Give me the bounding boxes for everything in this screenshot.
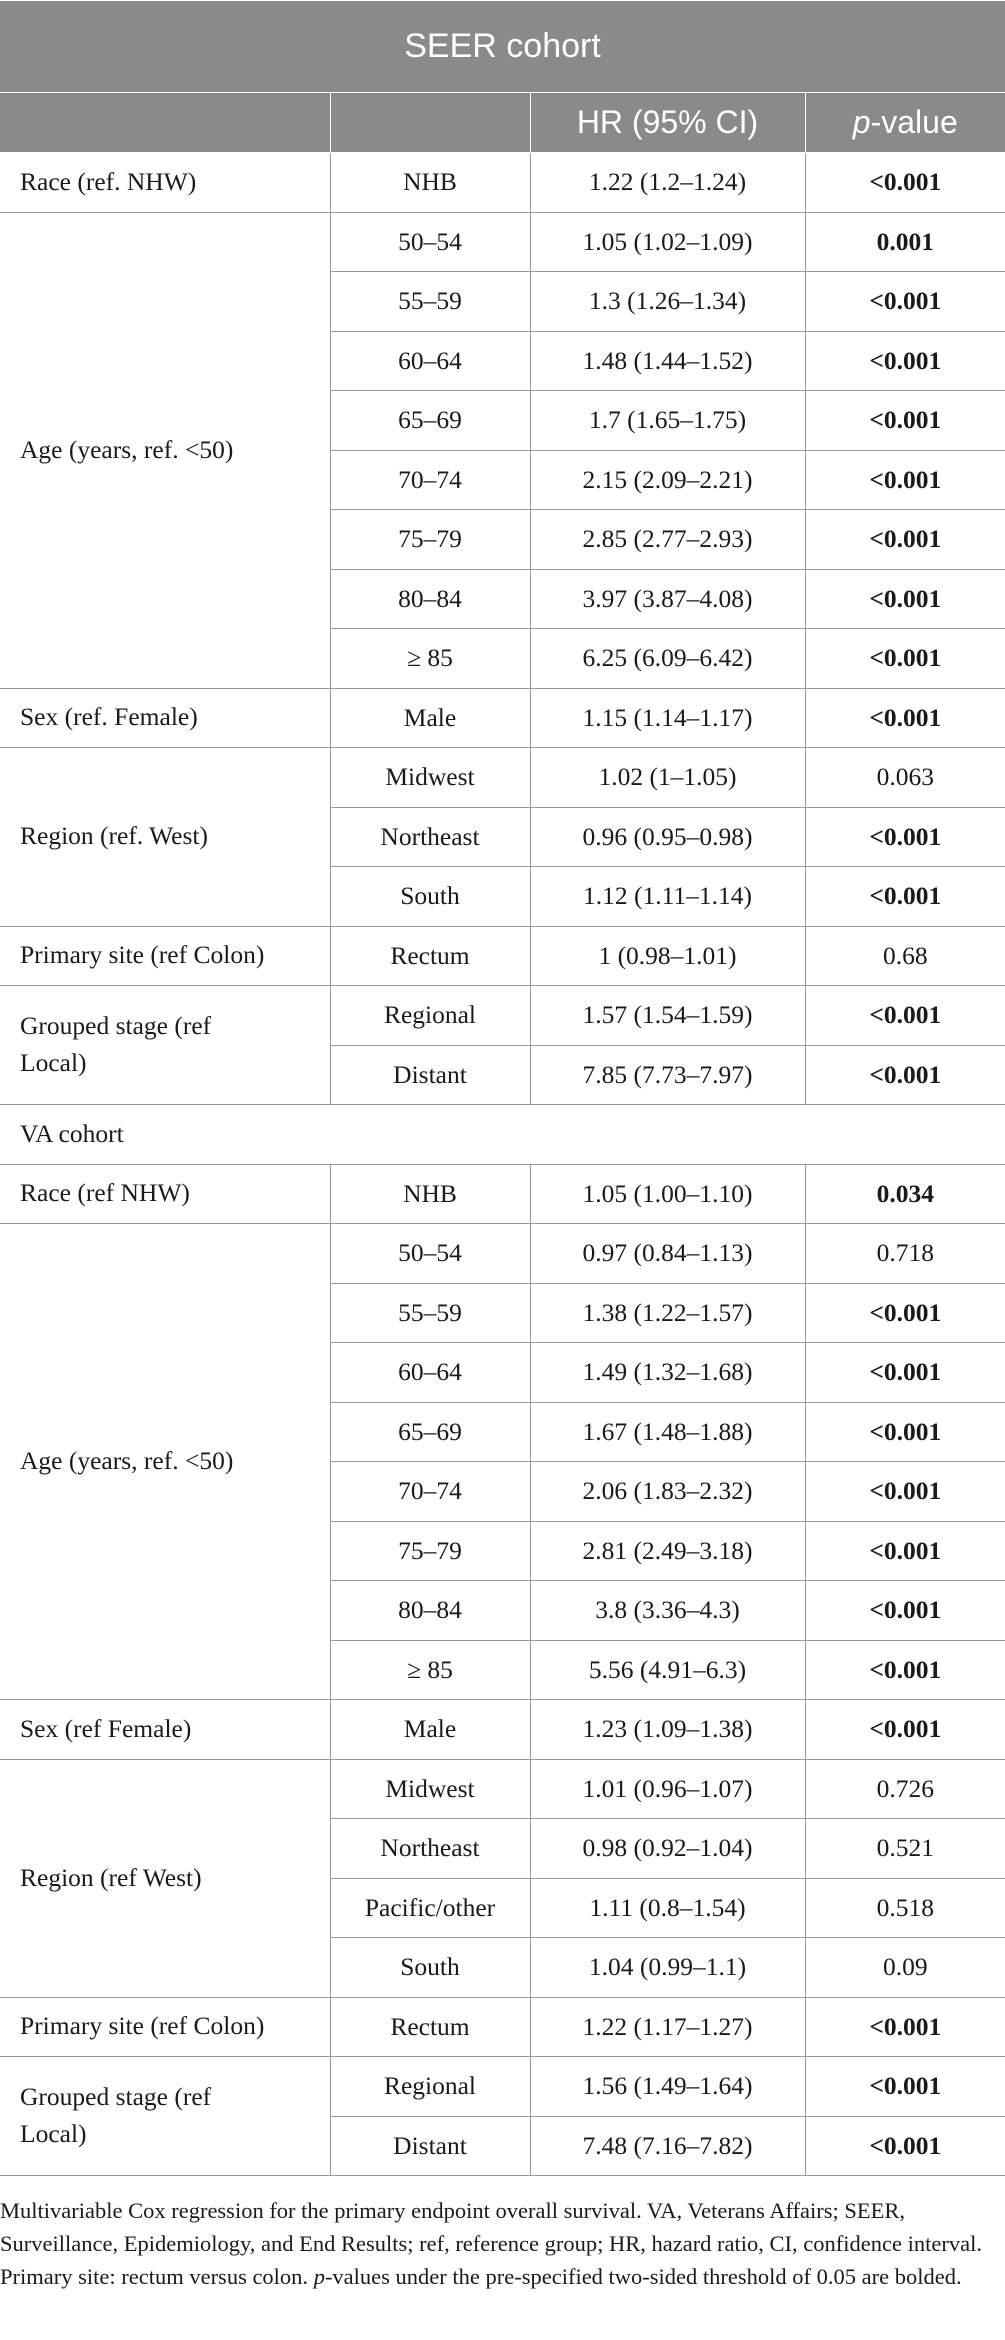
hr-cell: 3.8 (3.36–4.3) <box>530 1581 805 1641</box>
hr-cell: 0.97 (0.84–1.13) <box>530 1224 805 1284</box>
variable-cell <box>0 986 330 1105</box>
variable-cell: Primary site (ref Colon) <box>0 926 330 986</box>
hr-cell: 1.57 (1.54–1.59) <box>530 986 805 1046</box>
level-cell: Rectum <box>330 926 530 986</box>
variable-cell: Race (ref. NHW) <box>0 153 330 213</box>
p-value-cell: 0.726 <box>805 1759 1005 1819</box>
variable-line-2: Local) <box>20 2119 87 2148</box>
va-cohort-label: VA cohort <box>0 1105 1005 1165</box>
table-footnote <box>0 2175 995 2293</box>
table-row <box>0 1759 1005 1819</box>
footnote-text-end: -values under the pre-specified two-sided threshold of 0.05 are bolded. <box>324 2264 962 2289</box>
p-value-cell: <0.001 <box>805 807 1005 867</box>
table-row <box>0 1224 1005 1284</box>
p-value-cell: <0.001 <box>805 1521 1005 1581</box>
variable-line-1: Grouped stage (ref <box>20 2082 212 2112</box>
level-cell: Regional <box>330 2057 530 2117</box>
p-value-cell: <0.001 <box>805 867 1005 927</box>
p-value-cell: <0.001 <box>805 629 1005 689</box>
p-value-cell: <0.001 <box>805 272 1005 332</box>
hr-cell: 1.02 (1–1.05) <box>530 748 805 808</box>
hr-cell: 1.23 (1.09–1.38) <box>530 1700 805 1760</box>
table-row <box>0 153 1005 213</box>
p-value-cell: <0.001 <box>805 1462 1005 1522</box>
hr-cell: 1.48 (1.44–1.52) <box>530 331 805 391</box>
p-value-cell: <0.001 <box>805 569 1005 629</box>
level-cell: 70–74 <box>330 1462 530 1522</box>
level-column-header <box>330 93 530 153</box>
p-value-header-rest: -value <box>870 104 958 140</box>
cohort-header: SEER cohort <box>0 1 1005 93</box>
p-value-cell: <0.001 <box>805 510 1005 570</box>
hr-cell: 1.49 (1.32–1.68) <box>530 1343 805 1403</box>
p-value-cell: 0.063 <box>805 748 1005 808</box>
p-value-cell: 0.001 <box>805 212 1005 272</box>
p-value-cell: <0.001 <box>805 1283 1005 1343</box>
level-cell: Regional <box>330 986 530 1046</box>
hr-cell: 1.05 (1.00–1.10) <box>530 1164 805 1224</box>
level-cell: Midwest <box>330 1759 530 1819</box>
p-value-cell: <0.001 <box>805 331 1005 391</box>
hr-cell: 0.96 (0.95–0.98) <box>530 807 805 867</box>
p-value-cell: <0.001 <box>805 986 1005 1046</box>
hr-cell: 1.04 (0.99–1.1) <box>530 1938 805 1998</box>
level-cell: Distant <box>330 1045 530 1105</box>
level-cell: Distant <box>330 2116 530 2176</box>
level-cell: ≥ 85 <box>330 1640 530 1700</box>
hr-cell: 2.06 (1.83–2.32) <box>530 1462 805 1522</box>
table-row <box>0 688 1005 748</box>
level-cell: ≥ 85 <box>330 629 530 689</box>
table-row <box>0 212 1005 272</box>
p-value-cell: <0.001 <box>805 391 1005 451</box>
level-cell: 60–64 <box>330 331 530 391</box>
variable-cell <box>0 2057 330 2176</box>
level-cell: 75–79 <box>330 1521 530 1581</box>
level-cell: Pacific/other <box>330 1878 530 1938</box>
level-cell: 65–69 <box>330 391 530 451</box>
variable-cell: Sex (ref Female) <box>0 1700 330 1760</box>
variable-line-1: Grouped stage (ref <box>20 1011 212 1041</box>
variable-cell: Region (ref West) <box>0 1759 330 1997</box>
variable-cell: Region (ref. West) <box>0 748 330 927</box>
p-value-cell: 0.518 <box>805 1878 1005 1938</box>
level-cell: Male <box>330 1700 530 1760</box>
p-value-cell: <0.001 <box>805 1045 1005 1105</box>
table-row <box>0 2057 1005 2117</box>
hr-cell: 1.15 (1.14–1.17) <box>530 688 805 748</box>
level-cell: South <box>330 1938 530 1998</box>
p-value-cell: 0.09 <box>805 1938 1005 1998</box>
variable-cell: Age (years, ref. <50) <box>0 212 330 688</box>
variable-cell: Race (ref NHW) <box>0 1164 330 1224</box>
level-cell: Northeast <box>330 1819 530 1879</box>
hr-cell: 2.81 (2.49–3.18) <box>530 1521 805 1581</box>
hr-cell: 1.7 (1.65–1.75) <box>530 391 805 451</box>
level-cell: 80–84 <box>330 1581 530 1641</box>
hr-cell: 3.97 (3.87–4.08) <box>530 569 805 629</box>
p-value-cell: <0.001 <box>805 1343 1005 1403</box>
level-cell: 50–54 <box>330 212 530 272</box>
hr-column-header: HR (95% CI) <box>530 93 805 153</box>
footnote-p-italic: p <box>313 2264 325 2289</box>
p-value-cell: <0.001 <box>805 1700 1005 1760</box>
p-value-cell: 0.718 <box>805 1224 1005 1284</box>
p-value-cell: <0.001 <box>805 1581 1005 1641</box>
hr-cell: 6.25 (6.09–6.42) <box>530 629 805 689</box>
variable-column-header <box>0 93 330 153</box>
variable-cell: Age (years, ref. <50) <box>0 1224 330 1700</box>
variable-cell: Primary site (ref Colon) <box>0 1997 330 2057</box>
hr-cell: 7.85 (7.73–7.97) <box>530 1045 805 1105</box>
p-value-cell: 0.521 <box>805 1819 1005 1879</box>
hr-cell: 2.15 (2.09–2.21) <box>530 450 805 510</box>
level-cell: Rectum <box>330 1997 530 2057</box>
level-cell: NHB <box>330 1164 530 1224</box>
hr-cell: 1 (0.98–1.01) <box>530 926 805 986</box>
p-value-cell: <0.001 <box>805 2116 1005 2176</box>
level-cell: 60–64 <box>330 1343 530 1403</box>
level-cell: 75–79 <box>330 510 530 570</box>
hr-cell: 1.67 (1.48–1.88) <box>530 1402 805 1462</box>
level-cell: Male <box>330 688 530 748</box>
table-row <box>0 986 1005 1046</box>
hr-cell: 5.56 (4.91–6.3) <box>530 1640 805 1700</box>
section-row <box>0 1105 1005 1165</box>
p-value-cell: <0.001 <box>805 153 1005 213</box>
table-row <box>0 748 1005 808</box>
p-value-cell: <0.001 <box>805 450 1005 510</box>
table-row <box>0 926 1005 986</box>
hr-cell: 1.56 (1.49–1.64) <box>530 2057 805 2117</box>
level-cell: 50–54 <box>330 1224 530 1284</box>
p-value-cell: <0.001 <box>805 1402 1005 1462</box>
hr-cell: 1.11 (0.8–1.54) <box>530 1878 805 1938</box>
hr-cell: 7.48 (7.16–7.82) <box>530 2116 805 2176</box>
table-row <box>0 1700 1005 1760</box>
hr-cell: 2.85 (2.77–2.93) <box>530 510 805 570</box>
level-cell: Northeast <box>330 807 530 867</box>
hr-cell: 0.98 (0.92–1.04) <box>530 1819 805 1879</box>
p-value-cell: <0.001 <box>805 1640 1005 1700</box>
footnote-text: Multivariable Cox regression for the primary endpoint overall survival. VA, Veterans Affairs; SEER, Surveillance, Epidemiology, and End Results; ref, reference group; HR, hazard ratio, CI, confidence interval. Primary site: rectum versus colon. <box>0 2198 982 2289</box>
level-cell: 70–74 <box>330 450 530 510</box>
level-cell: South <box>330 867 530 927</box>
hr-cell: 1.22 (1.2–1.24) <box>530 153 805 213</box>
p-value-header-italic: p <box>852 104 871 140</box>
hr-cell: 1.05 (1.02–1.09) <box>530 212 805 272</box>
level-cell: Midwest <box>330 748 530 808</box>
level-cell: NHB <box>330 153 530 213</box>
p-value-cell: <0.001 <box>805 1997 1005 2057</box>
level-cell: 55–59 <box>330 1283 530 1343</box>
variable-cell: Sex (ref. Female) <box>0 688 330 748</box>
hr-cell: 1.01 (0.96–1.07) <box>530 1759 805 1819</box>
level-cell: 80–84 <box>330 569 530 629</box>
hr-cell: 1.12 (1.11–1.14) <box>530 867 805 927</box>
level-cell: 55–59 <box>330 272 530 332</box>
p-value-cell: <0.001 <box>805 2057 1005 2117</box>
p-value-cell: 0.68 <box>805 926 1005 986</box>
level-cell: 65–69 <box>330 1402 530 1462</box>
table-row <box>0 1164 1005 1224</box>
variable-line-2: Local) <box>20 1048 87 1077</box>
hr-cell: 1.22 (1.17–1.27) <box>530 1997 805 2057</box>
hr-cell: 1.38 (1.22–1.57) <box>530 1283 805 1343</box>
table-row <box>0 1997 1005 2057</box>
p-value-cell: 0.034 <box>805 1164 1005 1224</box>
p-value-cell: <0.001 <box>805 688 1005 748</box>
hr-cell: 1.3 (1.26–1.34) <box>530 272 805 332</box>
p-value-column-header <box>805 93 1005 153</box>
